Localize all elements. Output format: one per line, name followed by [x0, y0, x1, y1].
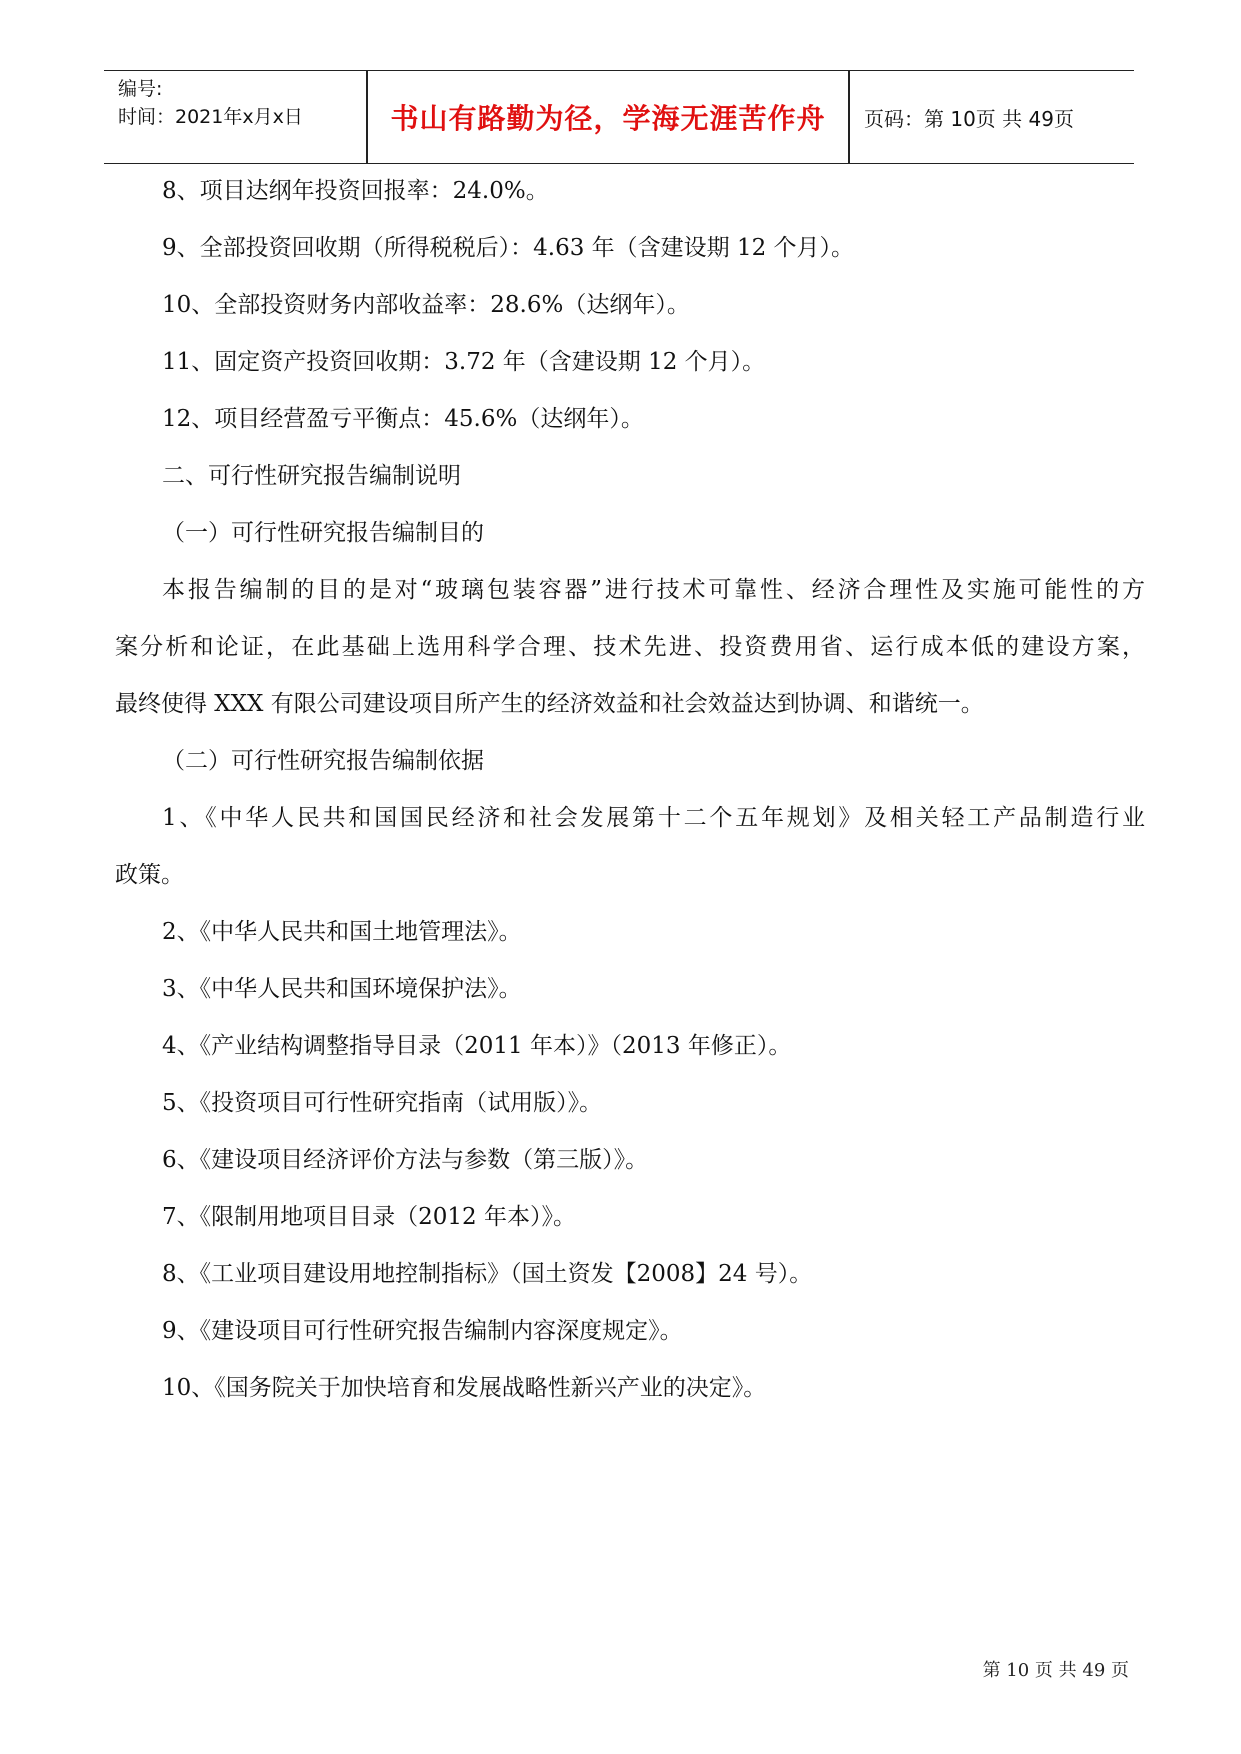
body-line: 最终使得 XXX 有限公司建设项目所产生的经济效益和社会效益达到协调、和谐统一。	[115, 691, 984, 717]
time-label: 时间：2021年x月x日	[118, 106, 303, 128]
body-line: 1、《中华人民共和国国民经济和社会发展第十二个五年规划》及相关轻工产品制造行业	[162, 805, 1145, 831]
page-footer: 第 10 页 共 49 页	[982, 1660, 1129, 1681]
number-label: 编号:	[118, 78, 163, 100]
body-line: 政策。	[115, 862, 184, 888]
body-line: 3、《中华人民共和国环境保护法》。	[162, 976, 522, 1002]
body-line: 5、《投资项目可行性研究指南（试用版）》。	[162, 1090, 603, 1116]
subsection-heading: （二）可行性研究报告编制依据	[162, 748, 484, 774]
header-divider	[848, 71, 850, 163]
page-header	[104, 70, 1134, 164]
body-line: 6、《建设项目经济评价方法与参数（第三版）》。	[162, 1147, 649, 1173]
body-line: 11、固定资产投资回收期：3.72 年（含建设期 12 个月）。	[162, 349, 766, 375]
section-heading: 二、可行性研究报告编制说明	[162, 463, 461, 489]
subsection-heading: （一）可行性研究报告编制目的	[162, 520, 484, 546]
body-line: 4、《产业结构调整指导目录（2011 年本）》（2013 年修正）。	[162, 1033, 792, 1059]
body-line: 7、《限制用地项目目录（2012 年本）》。	[162, 1204, 576, 1230]
body-line: 8、项目达纲年投资回报率：24.0%。	[162, 178, 549, 204]
body-line: 9、《建设项目可行性研究报告编制内容深度规定》。	[162, 1318, 683, 1344]
body-line: 2、《中华人民共和国土地管理法》。	[162, 919, 522, 945]
body-line: 8、《工业项目建设用地控制指标》（国土资发【2008】24 号）。	[162, 1261, 813, 1287]
body-line: 案分析和论证，在此基础上选用科学合理、技术先进、投资费用省、运行成本低的建设方案，	[115, 634, 1145, 660]
body-line: 10、全部投资财务内部收益率：28.6%（达纲年）。	[162, 292, 690, 318]
body-line: 12、项目经营盈亏平衡点：45.6%（达纲年）。	[162, 406, 644, 432]
header-pager: 页码：第 10页 共 49页	[864, 106, 1074, 131]
header-motto: 书山有路勤为径，学海无涯苦作舟	[390, 102, 826, 135]
body-line: 本报告编制的目的是对“玻璃包装容器”进行技术可靠性、经济合理性及实施可能性的方	[162, 577, 1145, 603]
body-line: 9、全部投资回收期（所得税税后）：4.63 年（含建设期 12 个月）。	[162, 235, 855, 261]
header-meta	[118, 75, 368, 131]
body-line: 10、《国务院关于加快培育和发展战略性新兴产业的决定》。	[162, 1375, 767, 1401]
